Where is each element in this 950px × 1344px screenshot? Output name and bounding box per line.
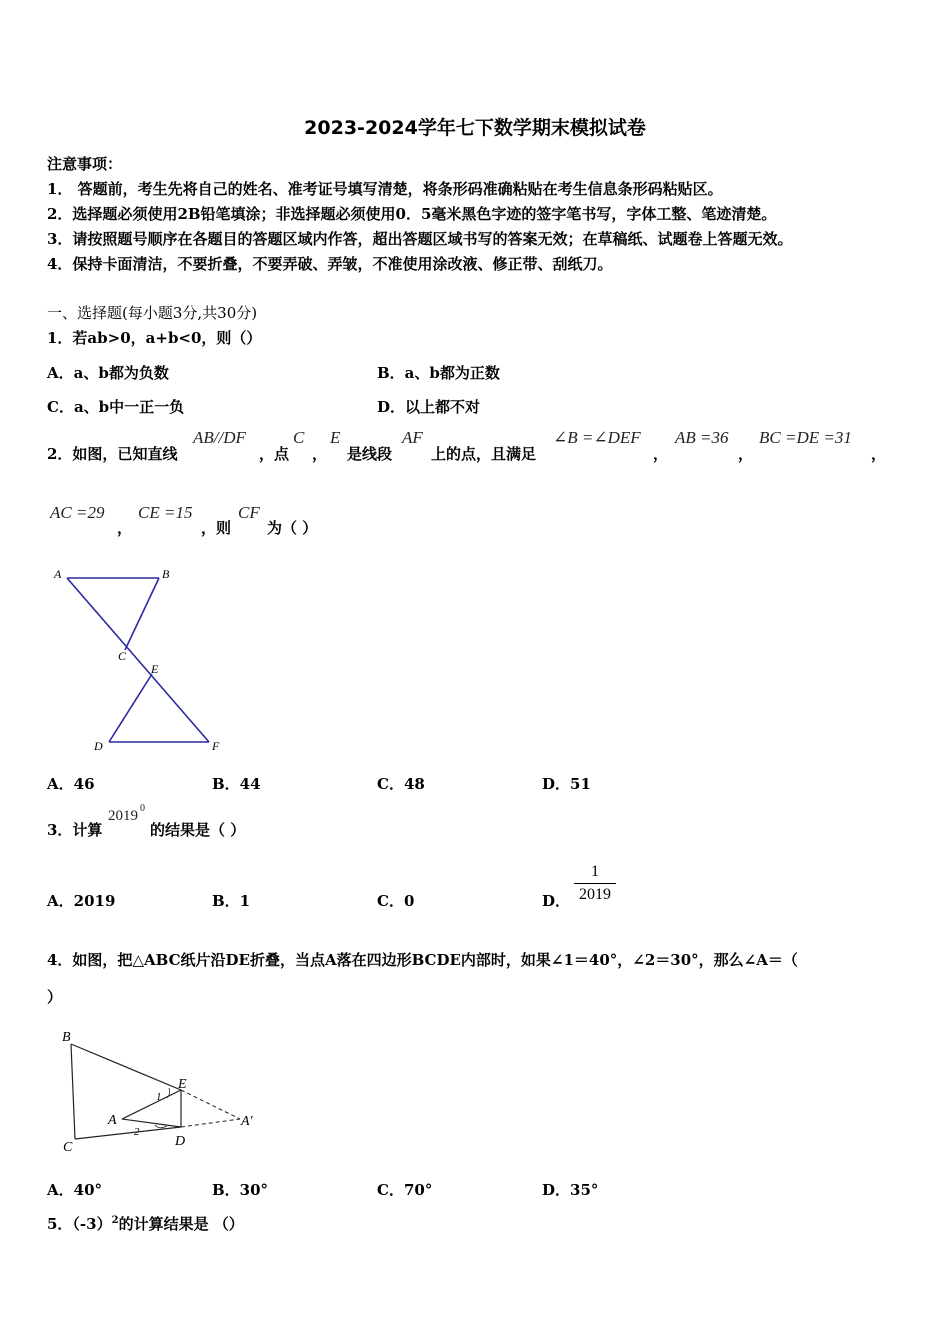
q1-stem: 1．若ab>0，a+b<0，则（） — [47, 329, 262, 347]
q5-stem-rest: 的计算结果是 （） — [118, 1215, 244, 1233]
q2-figure — [48, 562, 228, 757]
q2-comma-1: ， — [653, 445, 669, 463]
q2-comma-2: ， — [738, 445, 754, 463]
q4-label-angle-1: 1 — [156, 1091, 162, 1103]
q3-fraction-denominator: 2019 — [579, 886, 611, 903]
q2-comma-4: ， — [117, 519, 133, 537]
q1-option-a: A．a、b都为负数 — [47, 364, 169, 382]
q2-option-d: D．51 — [542, 775, 591, 793]
q2-label-b: B — [162, 567, 170, 581]
q5-stem-base: 5．（-3） — [47, 1215, 112, 1233]
q3-option-d: D． — [542, 892, 571, 910]
q4-label-b: B — [62, 1030, 71, 1045]
q5-stem-exponent: 2 — [111, 1215, 119, 1226]
q2-math-bc: BC =DE =31 — [759, 428, 852, 447]
q2-text-3: ， — [312, 445, 328, 463]
q2-math-parallel: AB//DF — [193, 428, 246, 447]
q4-option-b: B．30° — [212, 1181, 269, 1199]
q4-figure — [55, 1022, 270, 1157]
q2-text-4: 是线段 — [347, 445, 393, 463]
q4-stem-line-1: 4．如图，把△ABC纸片沿DE折叠，当点A落在四边形BCDE内部时，如果∠1＝40°，∠2＝30°，那么∠A＝（ — [47, 951, 798, 969]
q4-label-a: A — [108, 1113, 117, 1128]
q3-fraction — [574, 863, 616, 904]
q3-math-base: 2019 — [108, 808, 138, 824]
notes-item-3: 3．请按照题号顺序在各题目的答题区域内作答，超出答题区域书写的答案无效；在草稿纸、试题卷上答题无效。 — [47, 230, 793, 248]
q2-label-f: F — [212, 739, 220, 753]
q2-option-c: C．48 — [377, 775, 425, 793]
q2-comma-3: ， — [871, 445, 887, 463]
q4-option-c: C．70° — [377, 1181, 433, 1199]
q3-math-exp: 0 — [140, 803, 145, 814]
q1-option-c: C．a、b中一正一负 — [47, 398, 185, 416]
notes-item-4: 4．保持卡面清洁，不要折叠，不要弄破、弄皱，不准使用涂改液、修正带、刮纸刀。 — [47, 255, 613, 273]
q2-label-e: E — [151, 662, 159, 676]
q2-label-a: A — [54, 567, 62, 581]
q3-text-2: 的结果是（ ） — [150, 821, 246, 839]
q1-option-d: D．以上都不对 — [377, 398, 481, 416]
q2-math-angle: ∠B =∠DEF — [553, 428, 641, 447]
q2-math-cf: CF — [238, 503, 260, 522]
q2-text-2: ，点 — [259, 445, 290, 463]
q2-text-6: ，则 — [201, 519, 232, 537]
q4-label-e: E — [178, 1077, 187, 1092]
q2-math-c: C — [293, 428, 305, 447]
q2-option-b: B．44 — [212, 775, 261, 793]
q2-math-ce: CE =15 — [138, 503, 193, 522]
q2-label-c: C — [118, 649, 127, 663]
q1-option-b: B．a、b都为正数 — [377, 364, 500, 382]
q2-math-ac: AC =29 — [50, 503, 105, 522]
section-heading: 一、选择题(每小题3分,共30分) — [47, 304, 258, 322]
q3-option-b: B．1 — [212, 892, 251, 910]
q2-label-d: D — [94, 739, 103, 753]
q2-math-e: E — [330, 428, 341, 447]
q4-label-c: C — [63, 1140, 73, 1155]
notes-item-2: 2．选择题必须使用2B铅笔填涂；非选择题必须使用0．5毫米黑色字迹的签字笔书写，字体工整、笔迹清楚。 — [47, 205, 777, 223]
q4-option-d: D．35° — [542, 1181, 599, 1199]
notes-heading: 注意事项： — [47, 155, 123, 173]
q3-option-a: A．2019 — [47, 892, 116, 910]
q2-math-af: AF — [402, 428, 423, 447]
q2-text-5: 上的点，且满足 — [431, 445, 537, 463]
q4-option-a: A．40° — [47, 1181, 103, 1199]
q2-math-ab: AB =36 — [675, 428, 729, 447]
q2-text-1: 2．如图，已知直线 — [47, 445, 178, 463]
q3-text-1: 3．计算 — [47, 821, 103, 839]
q3-fraction-numerator: 1 — [591, 863, 599, 880]
q2-text-7: 为（ ） — [267, 519, 318, 537]
page-title: 2023-2024学年七下数学期末模拟试卷 — [304, 117, 646, 139]
q5-stem — [47, 1213, 244, 1234]
q4-label-angle-2: 2 — [134, 1126, 140, 1138]
q4-label-d: D — [175, 1134, 186, 1149]
notes-item-1: 1． 答题前，考生先将自己的姓名、准考证号填写清楚，将条形码准确粘贴在考生信息条形码粘贴区。 — [47, 180, 723, 198]
q4-stem-line-2: ） — [47, 988, 63, 1006]
q4-label-a-prime: A′ — [241, 1114, 253, 1129]
q3-option-c: C．0 — [377, 892, 415, 910]
q2-option-a: A．46 — [47, 775, 95, 793]
q3-fraction-bar — [574, 883, 616, 884]
